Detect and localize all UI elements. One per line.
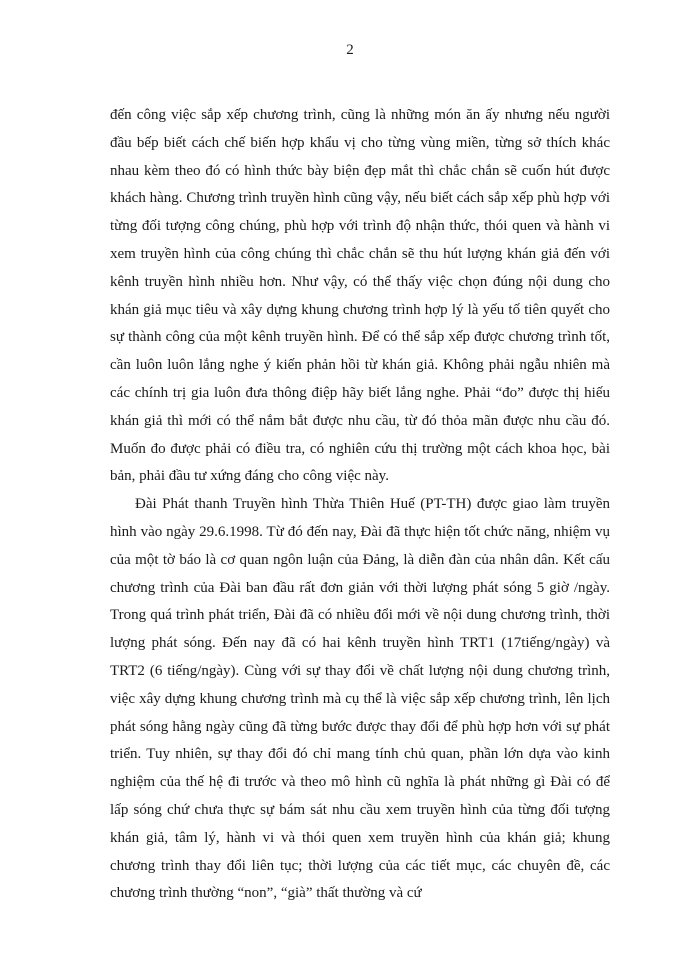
body-text: [110, 102, 610, 908]
page-number: 2: [346, 42, 354, 58]
paragraph-2: Đài Phát thanh Truyền hình Thừa Thiên Huế (PT-TH) được giao làm truyền hình vào ngày 29.6.1998. Từ đó đến nay, Đài đã thực hiện tốt chức năng, nhiệm vụ của một tờ báo là cơ quan ngôn luận của Đảng, là diễn đàn của nhân dân. Kết cấu chương trình của Đài ban đầu rất đơn giản với thời lượng phát sóng 5 giờ /ngày. Trong quá trình phát triển, Đài đã có nhiều đổi mới về nội dung chương trình, thời lượng phát sóng. Đến nay đã có hai kênh truyền hình TRT1 (17tiếng/ngày) và TRT2 (6 tiếng/ngày). Cùng với sự thay đổi về chất lượng nội dung chương trình, việc xây dựng khung chương trình mà cụ thể là việc sắp xếp chương trình, lên lịch phát sóng hằng ngày cũng đã từng bước được thay đổi để phù hợp hơn với sự phát triển. Tuy nhiên, sự thay đổi đó chỉ mang tính chủ quan, phần lớn dựa vào kinh nghiệm của thế hệ đi trước và theo mô hình cũ nghĩa là phát những gì Đài có để lấp sóng chứ chưa thực sự bám sát nhu cầu xem truyền hình của từng đối tượng khán giả, tâm lý, hành vi và thói quen xem truyền hình của khán giả; khung chương trình thay đổi liên tục; thời lượng của các tiết mục, các chuyên đề, các chương trình thường “non”, “già” thất thường và cứ: [110, 496, 610, 902]
paragraph-1: đến công việc sắp xếp chương trình, cũng là những món ăn ấy nhưng nếu người đầu bếp biết cách chế biến hợp khẩu vị cho từng vùng miền, từng sở thích khác nhau kèm theo đó có hình thức bày biện đẹp mắt thì chắc chắn sẽ cuốn hút được khách hàng. Chương trình truyền hình cũng vậy, nếu biết cách sắp xếp phù hợp với từng đối tượng công chúng, phù hợp với trình độ nhận thức, thói quen và hành vi xem truyền hình của công chúng thì chắc chắn sẽ thu hút lượng khán giả đến với kênh truyền hình nhiều hơn. Như vậy, có thể thấy việc chọn đúng nội dung cho khán giả mục tiêu và xây dựng khung chương trình hợp lý là yếu tố tiên quyết cho sự thành công của một kênh truyền hình. Để có thể sắp xếp được chương trình tốt, cần luôn luôn lắng nghe ý kiến phản hồi từ khán giả. Không phải ngẫu nhiên mà các chính trị gia luôn đưa thông điệp hãy biết lắng nghe. Phải “đo” được thị hiếu khán giả thì mới có thể nắm bắt được nhu cầu, từ đó thỏa mãn được nhu cầu đó. Muốn đo được phải có điều tra, có nghiên cứu thị trường một cách khoa học, bài bản, phải đầu tư xứng đáng cho công việc này.: [110, 107, 610, 485]
